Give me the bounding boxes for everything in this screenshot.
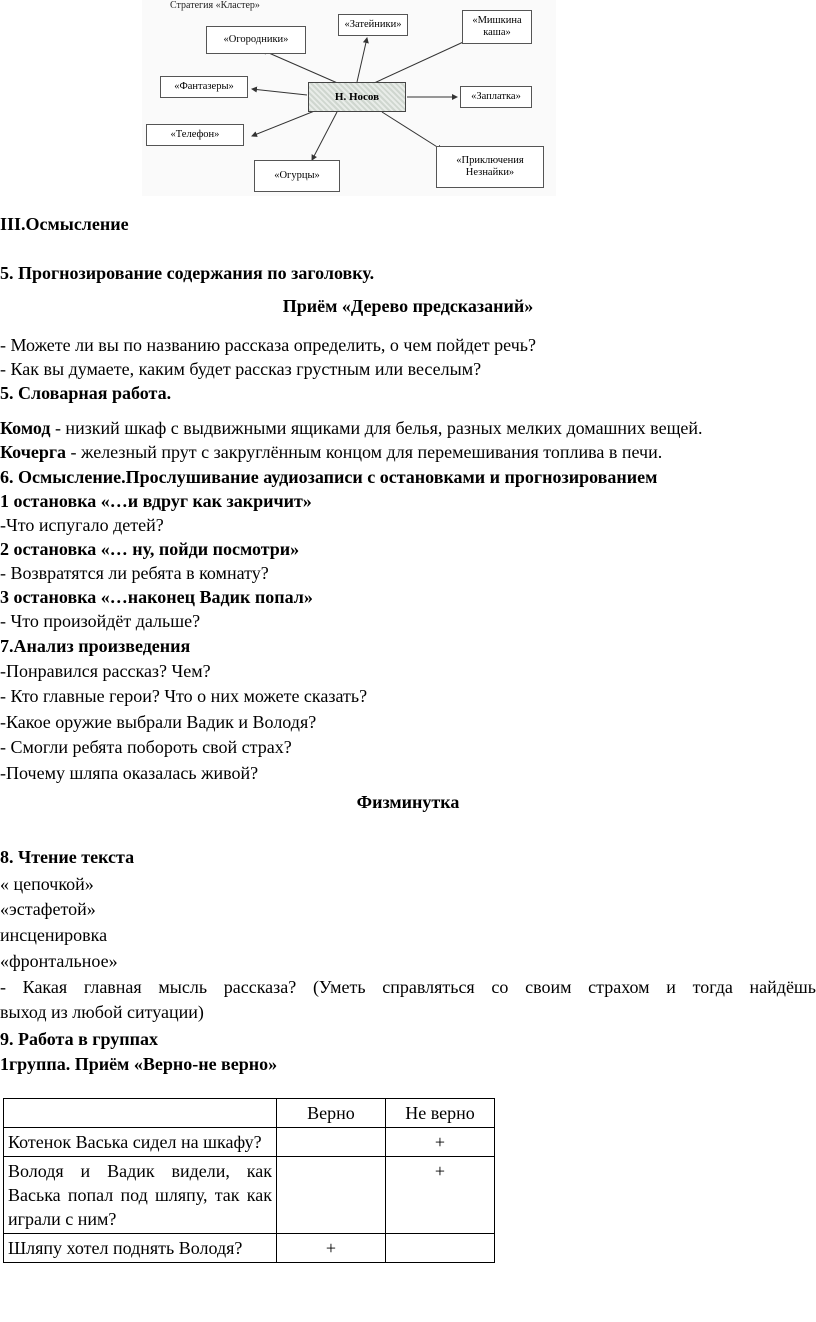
heading-slovar: 5. Словарная работа. [0,383,172,403]
analysis-q4: - Смогли ребята побороть свой страх? [0,737,292,757]
node-telefon: «Телефон» [146,124,244,146]
stop-2-question: - Возвратятся ли ребята в комнату? [0,563,269,583]
table-cell-false: + [386,1128,495,1157]
table-header-false: Не верно [386,1099,495,1128]
main-idea-line-2: выход из любой ситуации) [0,1002,204,1022]
analysis-q2: - Кто главные герои? Что о них можете сказать? [0,686,368,706]
table-row [4,1128,495,1157]
arrow-fantazery [252,89,307,95]
term-kocherga: Кочерга [0,442,67,462]
table-header-empty [4,1099,277,1128]
table-cell-false [386,1234,495,1263]
table-header-row [4,1099,495,1128]
heading-prognoz: 5. Прогнозирование содержания по заголовку. [0,263,375,283]
definition-kocherga [0,440,662,464]
cluster-title: Стратегия «Кластер» [170,0,260,11]
node-mishkina-kasha: «Мишкина каша» [462,10,532,44]
reading-mode-3: инсценировка [0,925,108,945]
cluster-diagram [142,0,556,196]
heading-osmyslenie: III.Осмысление [0,214,129,234]
analysis-q1: -Понравился рассказ? Чем? [0,661,211,681]
arrow-ogurtsy [312,112,337,160]
table-cell-true: + [277,1234,386,1263]
def-komod: - низкий шкаф с выдвижными ящиками для белья, разных мелких домашних вещей. [50,418,703,438]
def-kocherga: - железный прут с закруглённым концом для перемешивания топлива в печи. [66,442,663,462]
node-zaplatka: «Заплатка» [460,86,532,108]
reading-mode-4: «фронтальное» [0,951,118,971]
heading-chtenie: 8. Чтение текста [0,847,135,867]
stop-1-question: -Что испугало детей? [0,515,164,535]
table-cell-question: Володя и Вадик видели, как Васька попал под шляпу, так как играли с ним? [4,1157,277,1234]
heading-audio: 6. Осмысление.Прослушивание аудиозаписи с остановками и прогнозированием [0,467,658,487]
heading-analiz: 7.Анализ произведения [0,636,191,656]
table-row [4,1234,495,1263]
node-ogurtsy: «Огурцы» [254,160,340,192]
node-priklyucheniya: «Приключения Незнайки» [436,146,544,188]
main-idea-line-1: - Какая главная мысль рассказа? (Уметь справляться со своим страхом и тогда найдёшь [0,977,816,997]
node-center: Н. Носов [308,82,406,112]
arrow-mishkina [372,38,472,84]
table-cell-false: + [386,1157,495,1234]
arrow-priklyucheniya [382,112,442,150]
term-komod: Комод [0,418,51,438]
question-1: - Можете ли вы по названию рассказа определить, о чем пойдет речь? [0,335,536,355]
node-fantazery: «Фантазеры» [160,76,248,98]
reading-mode-1: « цепочкой» [0,874,94,894]
node-ogorodniki: «Огородники» [206,26,306,54]
arrow-telefon [252,108,322,136]
arrow-zateiniki [357,38,367,82]
arrow-ogorodniki [262,50,342,85]
stop-3: 3 остановка «…наконец Вадик попал» [0,587,313,607]
heading-fizminutka: Физминутка [356,792,460,812]
heading-group1: 1группа. Приём «Верно-не верно» [0,1054,278,1074]
stop-2: 2 остановка «… ну, пойди посмотри» [0,539,300,559]
stop-1: 1 остановка «…и вдруг как закричит» [0,491,312,511]
table-cell-true [277,1128,386,1157]
table-row [4,1157,495,1234]
table-cell-true [277,1157,386,1234]
definition-komod [0,416,703,440]
analysis-q3: -Какое оружие выбрали Вадик и Володя? [0,712,317,732]
stop-3-question: - Что произойдёт дальше? [0,611,201,631]
table-cell-question: Котенок Васька сидел на шкафу? [4,1128,277,1157]
table-header-true: Верно [277,1099,386,1128]
heading-priem: Приём «Дерево предсказаний» [282,296,534,316]
table-cell-question: Шляпу хотел поднять Володя? [4,1234,277,1263]
question-2: - Как вы думаете, каким будет рассказ грустным или веселым? [0,359,482,379]
reading-mode-2: «эстафетой» [0,899,96,919]
node-zateiniki: «Затейники» [338,14,408,36]
analysis-q5: -Почему шляпа оказалась живой? [0,763,259,783]
true-false-table [3,1098,495,1263]
heading-gruppy: 9. Работа в группах [0,1029,158,1049]
